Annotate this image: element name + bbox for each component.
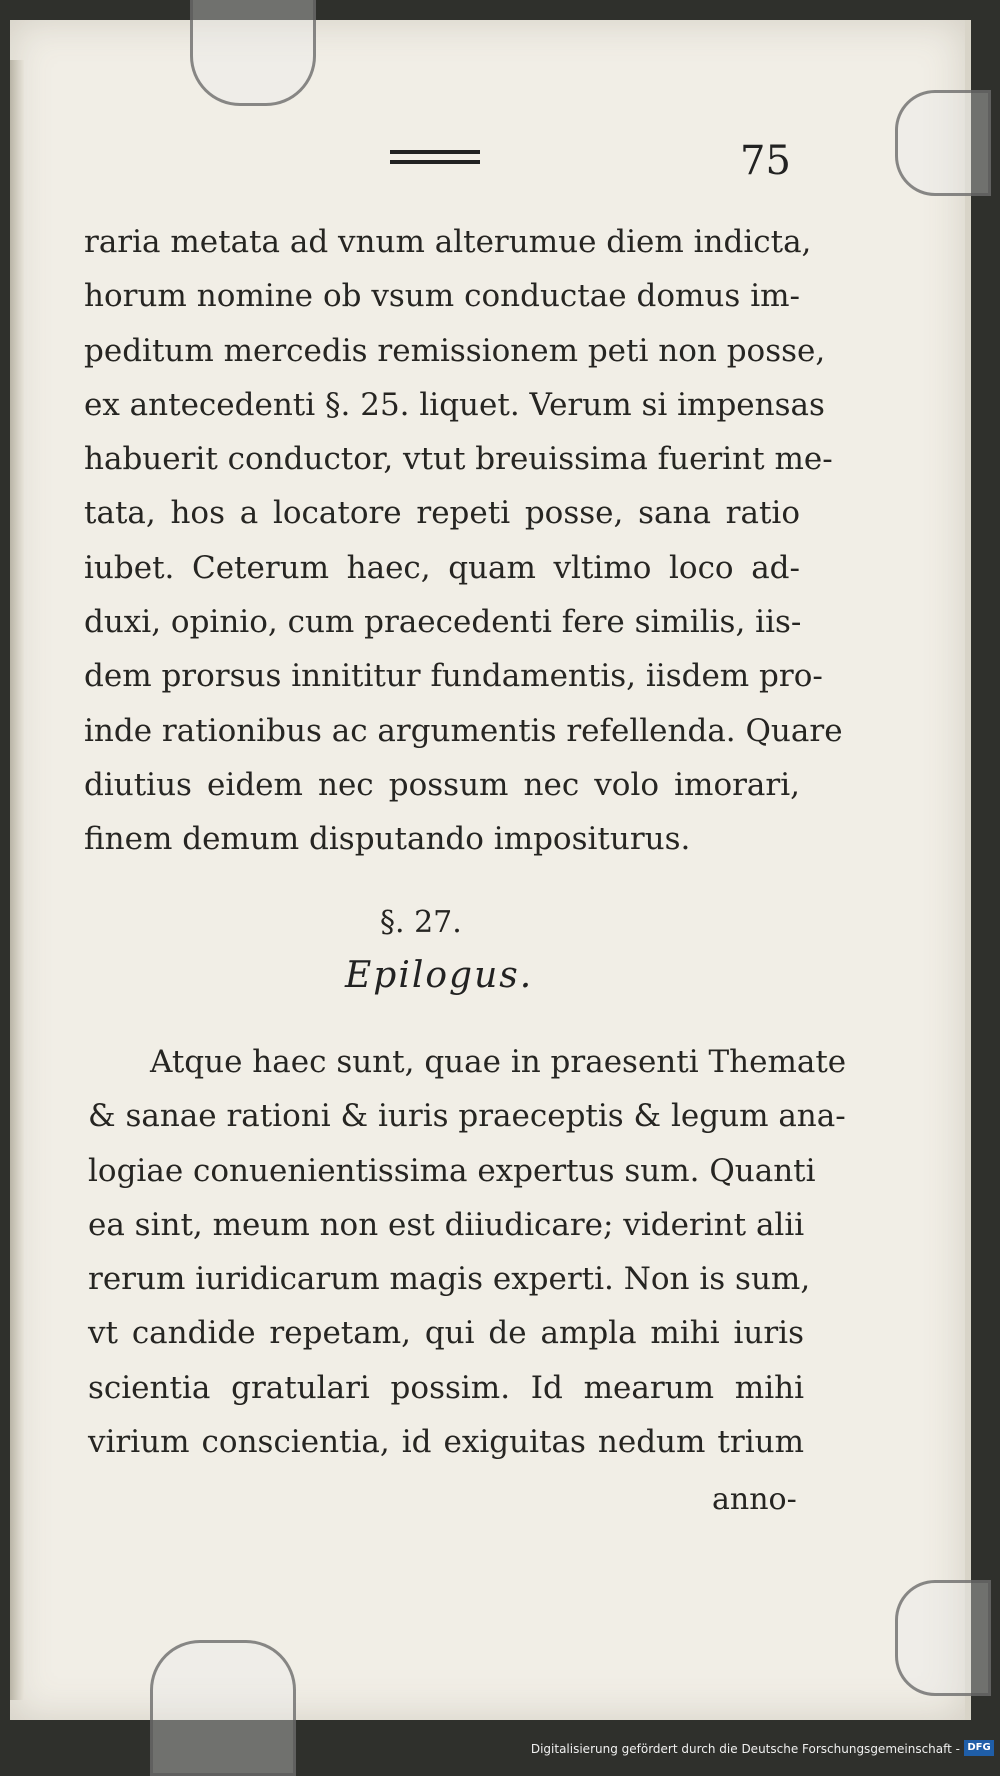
text-line: habuerit conductor, vtut breuissima fuerint me- xyxy=(84,441,833,478)
text-line: duxi, opinio, cum praecedenti fere similis, iis- xyxy=(84,604,802,641)
text-line: & sanae rationi & iuris praeceptis & legum ana- xyxy=(88,1098,846,1135)
text-line: horum nomine ob vsum conductae domus im- xyxy=(84,278,800,315)
page-clip-right-bottom xyxy=(895,1580,991,1696)
text-line: vt candide repetam, qui de ampla mihi iuris xyxy=(88,1315,804,1352)
catchword: anno- xyxy=(712,1482,797,1517)
text-line: finem demum disputando impositurus. xyxy=(84,821,691,858)
text-line: rerum iuridicarum magis experti. Non is sum, xyxy=(88,1261,811,1298)
section-title: Epilogus. xyxy=(345,955,534,996)
text-line: Atque haec sunt, quae in praesenti Themate xyxy=(150,1044,847,1080)
text-line: inde rationibus ac argumentis refellenda. Quare xyxy=(84,712,843,749)
page-gutter xyxy=(10,60,24,1700)
text-line: virium conscientia, id exiguitas nedum trium xyxy=(88,1424,804,1461)
footer-credit: Digitalisierung gefördert durch die Deutsche Forschungsgemeinschaft - xyxy=(530,1742,960,1756)
paragraph-2 xyxy=(88,1035,847,1469)
page-clip-top xyxy=(190,0,316,106)
page-number: 75 xyxy=(740,138,791,184)
dfg-logo: DFG xyxy=(964,1740,994,1756)
text-line: diutius eidem nec possum nec volo imorari, xyxy=(84,766,800,803)
header-double-rule xyxy=(390,150,480,164)
text-line: ea sint, meum non est diiudicare; viderint alii xyxy=(88,1206,805,1243)
text-line: raria metata ad vnum alterumue diem indicta, xyxy=(84,224,812,260)
text-line: dem prorsus innititur fundamentis, iisdem pro- xyxy=(84,658,823,695)
text-line: scientia gratulari possim. Id mearum mihi xyxy=(88,1369,804,1406)
text-line: peditum mercedis remissionem peti non posse, xyxy=(84,332,826,369)
text-line: logiae conuenientissima expertus sum. Quanti xyxy=(88,1152,816,1189)
text-line: iubet. Ceterum haec, quam vltimo loco ad- xyxy=(84,549,800,586)
text-line: ex antecedenti §. 25. liquet. Verum si impensas xyxy=(84,386,825,423)
text-line: tata, hos a locatore repeti posse, sana ratio xyxy=(84,495,800,532)
section-number: §. 27. xyxy=(380,905,462,940)
digitization-footer xyxy=(0,1736,1000,1762)
paragraph-1 xyxy=(84,215,843,867)
page-clip-right-top xyxy=(895,90,991,196)
